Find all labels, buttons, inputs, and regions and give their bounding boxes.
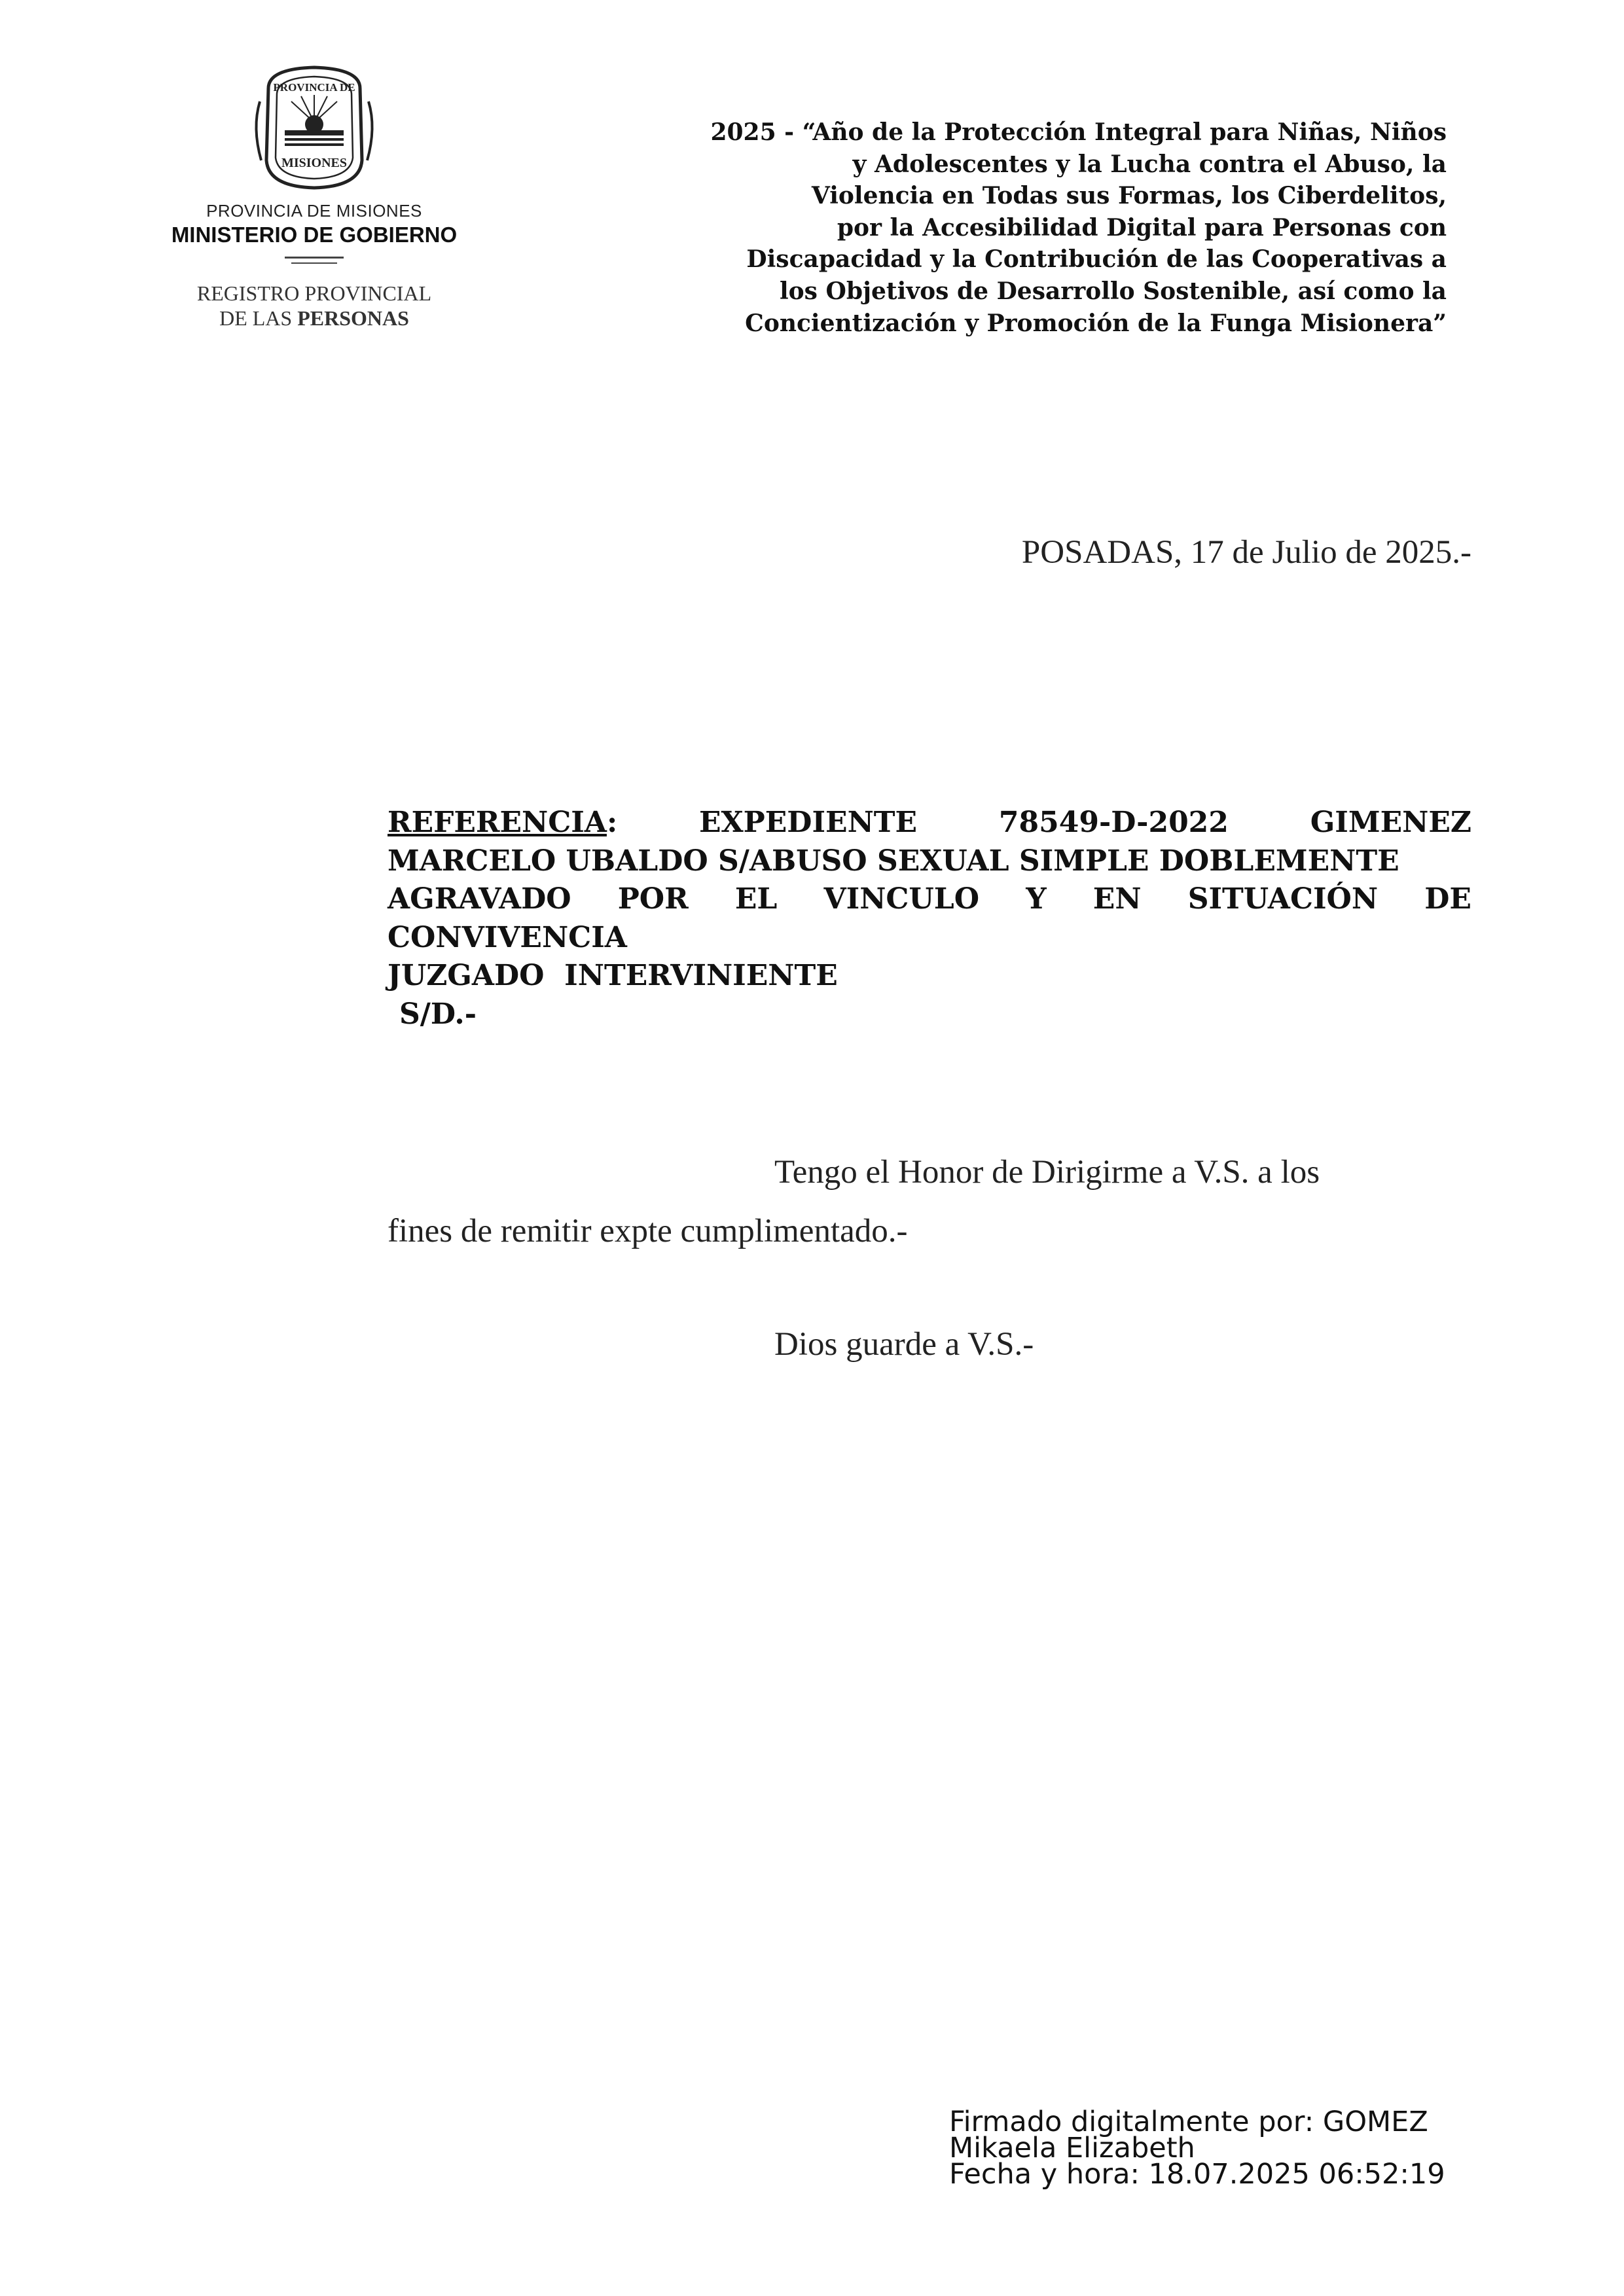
registry-line2-prefix: DE LAS [219, 306, 298, 330]
signature-line2: Mikaela Elizabeth [949, 2132, 1195, 2164]
registry-line2-bold: PERSONAS [297, 306, 409, 330]
court-line: JUZGADO INTERVINIENTE [388, 959, 838, 992]
reference-word: Y [1026, 882, 1047, 916]
province-name: PROVINCIA DE MISIONES [206, 201, 422, 221]
motto-line: Violencia en Todas sus Formas, los Ciberdelitos, [811, 182, 1447, 210]
reference-line-4: CONVIVENCIA [388, 920, 627, 954]
letterhead [151, 62, 478, 331]
reference-word: DE [1424, 882, 1471, 916]
reference-word: VINCULO [823, 882, 980, 916]
reference-word: POR [617, 882, 689, 916]
ministry-divider-secondary [291, 262, 337, 264]
ministry-name: MINISTERIO DE GOBIERNO [171, 223, 458, 247]
reference-line-2: MARCELO UBALDO S/ABUSO SEXUAL SIMPLE DOBLEMENTE [388, 844, 1399, 878]
closing-line: Dios guarde a V.S.- [774, 1326, 1034, 1363]
motto-line: Discapacidad y la Contribución de las Cooperativas a [746, 245, 1447, 274]
reference-word: GIMENEZ [1310, 806, 1471, 839]
reference-word: AGRAVADO [388, 882, 571, 916]
body-paragraph-line1: Tengo el Honor de Dirigirme a V.S. a los [774, 1154, 1320, 1191]
reference-word: SITUACIÓN [1187, 882, 1379, 916]
signature-line3: Fecha y hora: 18.07.2025 06:52:19 [949, 2158, 1445, 2191]
motto-line: Concientización y Promoción de la Funga Misionera” [745, 309, 1447, 337]
reference-label: REFERENCIA [388, 806, 607, 839]
motto-line: 2025 - “Año de la Protección Integral para Niñas, Niños [710, 118, 1447, 146]
signature-line1: Firmado digitalmente por: GOMEZ [949, 2106, 1428, 2138]
motto-line: por la Accesibilidad Digital para Personas con [837, 213, 1447, 242]
letter-date: POSADAS, 17 de Julio de 2025.- [1021, 534, 1471, 571]
reference-block [388, 804, 1471, 1033]
year-motto [576, 117, 1447, 339]
reference-colon: : [606, 806, 618, 839]
province-seal-logo [245, 62, 383, 193]
registry-line1: REGISTRO PROVINCIAL [196, 281, 432, 305]
reference-line-3 [388, 880, 1471, 919]
reference-word: EXPEDIENTE [699, 806, 918, 839]
reference-word: EL [734, 882, 778, 916]
motto-line: los Objetivos de Desarrollo Sostenible, así como la [779, 277, 1447, 305]
seal-bottom-text: MISIONES [281, 156, 348, 170]
reference-label-group [388, 804, 617, 842]
body-paragraph-line2: fines de remitir expte cumplimentado.- [388, 1213, 908, 1249]
registry-name [151, 281, 478, 331]
reference-line-1 [388, 804, 1471, 842]
reference-word: 78549-D-2022 [998, 806, 1229, 839]
seal-top-text: PROVINCIA DE [273, 81, 355, 94]
sd-line: S/D.- [399, 997, 477, 1031]
reference-word: EN [1092, 882, 1142, 916]
motto-line: y Adolescentes y la Lucha contra el Abuso, la [852, 150, 1447, 178]
ministry-divider [285, 257, 344, 259]
digital-signature [949, 2106, 1445, 2191]
registry-line2 [151, 306, 478, 331]
